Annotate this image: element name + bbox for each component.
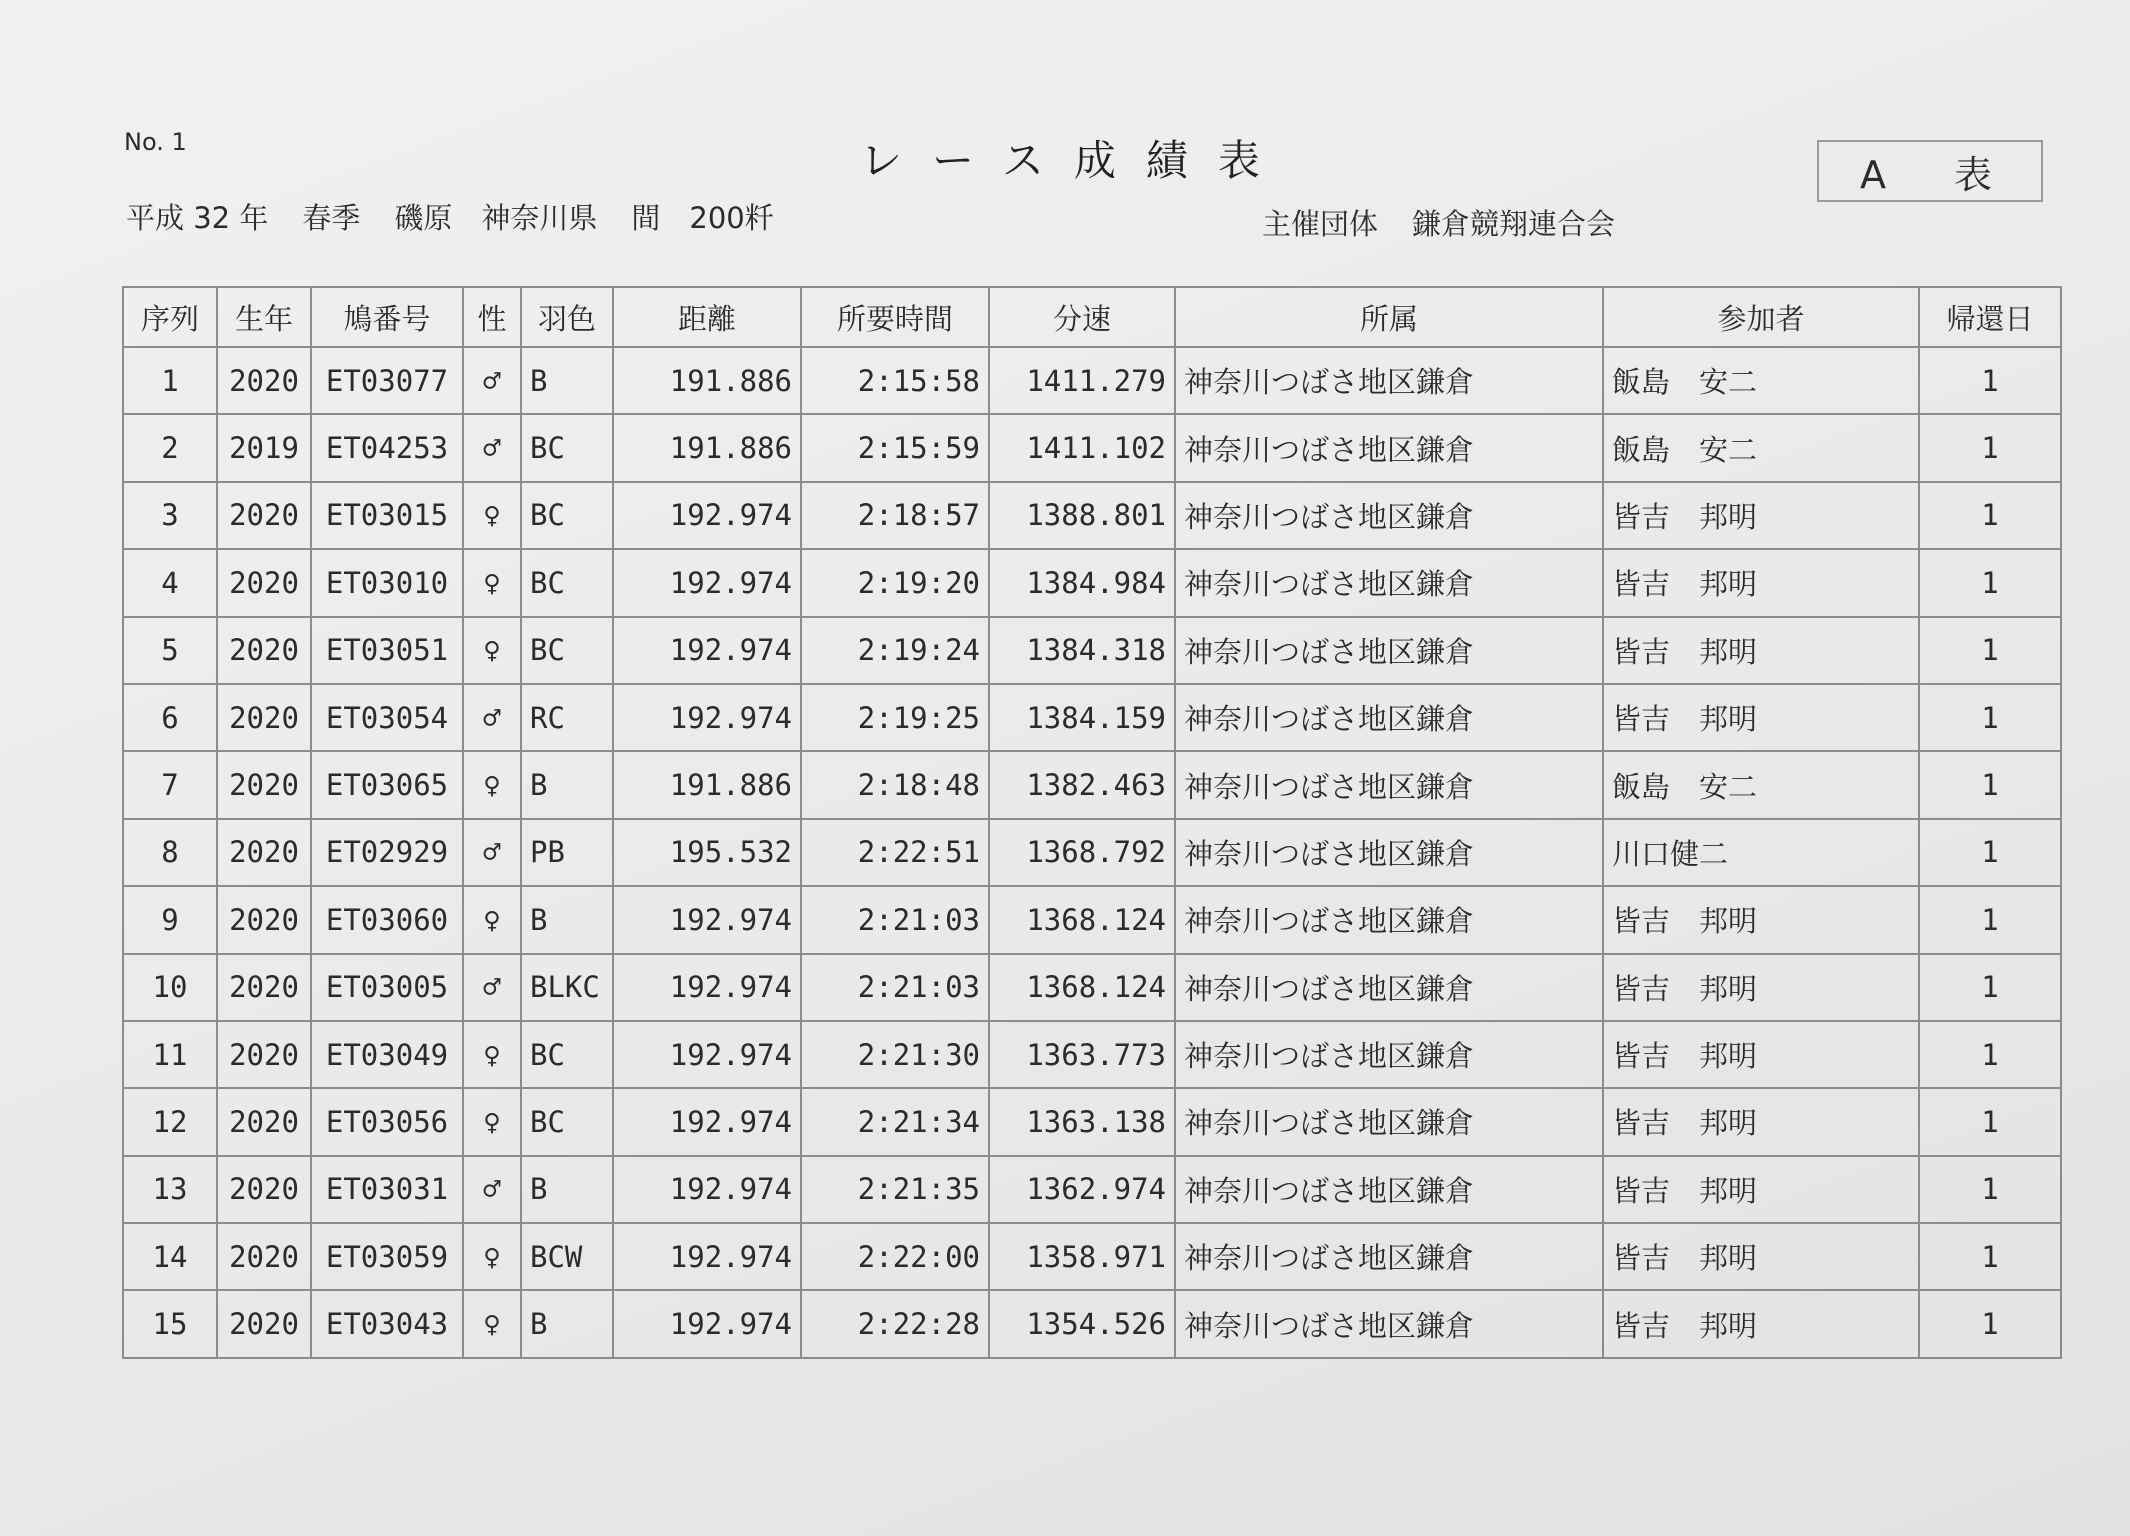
- organizer-label: 主催団体: [1262, 207, 1379, 241]
- cell-rank: 5: [123, 617, 217, 684]
- cell-year: 2020: [217, 1223, 311, 1290]
- cell-ring-number: ET03010: [311, 549, 463, 616]
- cell-distance: 195.532: [613, 819, 801, 886]
- cell-ring-number: ET03049: [311, 1021, 463, 1088]
- cell-sex: ♂: [463, 954, 521, 1021]
- cell-color: B: [521, 1290, 613, 1357]
- cell-year: 2019: [217, 414, 311, 481]
- cell-ring-number: ET03077: [311, 347, 463, 414]
- cell-sex: ♂: [463, 819, 521, 886]
- cell-club: 神奈川つばさ地区鎌倉: [1175, 414, 1603, 481]
- table-row: [123, 347, 2061, 414]
- cell-club: 神奈川つばさ地区鎌倉: [1175, 1223, 1603, 1290]
- cell-speed: 1368.792: [989, 819, 1175, 886]
- cell-color: BCW: [521, 1223, 613, 1290]
- cell-owner: 皆吉 邦明: [1603, 954, 1919, 1021]
- cell-sex: ♀: [463, 751, 521, 818]
- col-header: 生年: [217, 287, 311, 347]
- cell-ring-number: ET02929: [311, 819, 463, 886]
- cell-color: BC: [521, 1021, 613, 1088]
- cell-ring-number: ET03015: [311, 482, 463, 549]
- cell-speed: 1368.124: [989, 954, 1175, 1021]
- cell-time: 2:22:51: [801, 819, 989, 886]
- table-row: [123, 1156, 2061, 1223]
- cell-distance: 192.974: [613, 1021, 801, 1088]
- cell-return-day: 1: [1919, 751, 2061, 818]
- cell-year: 2020: [217, 954, 311, 1021]
- cell-time: 2:15:59: [801, 414, 989, 481]
- header-row: [123, 287, 2061, 347]
- cell-color: B: [521, 347, 613, 414]
- cell-ring-number: ET03043: [311, 1290, 463, 1357]
- cell-owner: 皆吉 邦明: [1603, 617, 1919, 684]
- cell-ring-number: ET03005: [311, 954, 463, 1021]
- cell-color: BC: [521, 1088, 613, 1155]
- cell-year: 2020: [217, 886, 311, 953]
- cell-rank: 1: [123, 347, 217, 414]
- table-row: [123, 1021, 2061, 1088]
- cell-rank: 4: [123, 549, 217, 616]
- cell-ring-number: ET03065: [311, 751, 463, 818]
- cell-rank: 2: [123, 414, 217, 481]
- table-row: [123, 886, 2061, 953]
- cell-year: 2020: [217, 1290, 311, 1357]
- table-row: [123, 482, 2061, 549]
- cell-time: 2:21:03: [801, 954, 989, 1021]
- table-row: [123, 414, 2061, 481]
- table-row: [123, 1223, 2061, 1290]
- location: 磯原 神奈川県: [394, 201, 598, 235]
- table-row: [123, 819, 2061, 886]
- table-row: [123, 954, 2061, 1021]
- cell-return-day: 1: [1919, 617, 2061, 684]
- col-header: 羽色: [521, 287, 613, 347]
- table-label-box: A 表: [1817, 140, 2043, 202]
- cell-distance: 192.974: [613, 684, 801, 751]
- cell-year: 2020: [217, 751, 311, 818]
- cell-speed: 1354.526: [989, 1290, 1175, 1357]
- cell-time: 2:22:28: [801, 1290, 989, 1357]
- cell-distance: 192.974: [613, 954, 801, 1021]
- cell-distance: 192.974: [613, 482, 801, 549]
- cell-speed: 1384.984: [989, 549, 1175, 616]
- cell-sex: ♀: [463, 886, 521, 953]
- cell-club: 神奈川つばさ地区鎌倉: [1175, 886, 1603, 953]
- cell-rank: 8: [123, 819, 217, 886]
- cell-color: BC: [521, 617, 613, 684]
- cell-speed: 1384.159: [989, 684, 1175, 751]
- cell-return-day: 1: [1919, 1021, 2061, 1088]
- cell-rank: 13: [123, 1156, 217, 1223]
- cell-club: 神奈川つばさ地区鎌倉: [1175, 684, 1603, 751]
- cell-sex: ♂: [463, 414, 521, 481]
- cell-owner: 皆吉 邦明: [1603, 549, 1919, 616]
- cell-distance: 192.974: [613, 549, 801, 616]
- cell-color: BLKC: [521, 954, 613, 1021]
- cell-owner: 皆吉 邦明: [1603, 886, 1919, 953]
- cell-year: 2020: [217, 482, 311, 549]
- cell-club: 神奈川つばさ地区鎌倉: [1175, 1021, 1603, 1088]
- cell-color: BC: [521, 482, 613, 549]
- cell-color: B: [521, 751, 613, 818]
- table-row: [123, 549, 2061, 616]
- cell-year: 2020: [217, 1088, 311, 1155]
- results-table: [122, 286, 2062, 1359]
- cell-return-day: 1: [1919, 347, 2061, 414]
- cell-color: BC: [521, 549, 613, 616]
- cell-owner: 皆吉 邦明: [1603, 1290, 1919, 1357]
- cell-time: 2:19:25: [801, 684, 989, 751]
- cell-club: 神奈川つばさ地区鎌倉: [1175, 751, 1603, 818]
- organizer: [1262, 202, 1615, 243]
- cell-time: 2:18:57: [801, 482, 989, 549]
- cell-rank: 7: [123, 751, 217, 818]
- col-header: 帰還日: [1919, 287, 2061, 347]
- cell-time: 2:22:00: [801, 1223, 989, 1290]
- cell-color: B: [521, 1156, 613, 1223]
- cell-distance: 192.974: [613, 1088, 801, 1155]
- cell-sex: ♀: [463, 549, 521, 616]
- cell-owner: 皆吉 邦明: [1603, 1088, 1919, 1155]
- cell-distance: 192.974: [613, 1223, 801, 1290]
- cell-ring-number: ET03031: [311, 1156, 463, 1223]
- cell-return-day: 1: [1919, 482, 2061, 549]
- cell-return-day: 1: [1919, 684, 2061, 751]
- cell-sex: ♀: [463, 482, 521, 549]
- distance-label: 間 200粁: [631, 201, 774, 235]
- cell-speed: 1382.463: [989, 751, 1175, 818]
- cell-ring-number: ET03059: [311, 1223, 463, 1290]
- cell-owner: 飯島 安二: [1603, 414, 1919, 481]
- cell-club: 神奈川つばさ地区鎌倉: [1175, 1290, 1603, 1357]
- cell-color: BC: [521, 414, 613, 481]
- cell-owner: 皆吉 邦明: [1603, 1223, 1919, 1290]
- col-header: 序列: [123, 287, 217, 347]
- cell-color: RC: [521, 684, 613, 751]
- cell-club: 神奈川つばさ地区鎌倉: [1175, 482, 1603, 549]
- cell-time: 2:18:48: [801, 751, 989, 818]
- cell-return-day: 1: [1919, 414, 2061, 481]
- era-year: 平成 32 年: [126, 201, 269, 235]
- col-header: 性: [463, 287, 521, 347]
- col-header: 分速: [989, 287, 1175, 347]
- cell-distance: 191.886: [613, 751, 801, 818]
- cell-time: 2:21:30: [801, 1021, 989, 1088]
- cell-distance: 192.974: [613, 617, 801, 684]
- cell-year: 2020: [217, 549, 311, 616]
- cell-owner: 飯島 安二: [1603, 751, 1919, 818]
- cell-color: PB: [521, 819, 613, 886]
- cell-time: 2:19:24: [801, 617, 989, 684]
- cell-ring-number: ET03060: [311, 886, 463, 953]
- table-row: [123, 617, 2061, 684]
- cell-owner: 川口健二: [1603, 819, 1919, 886]
- cell-year: 2020: [217, 684, 311, 751]
- cell-owner: 飯島 安二: [1603, 347, 1919, 414]
- cell-time: 2:21:34: [801, 1088, 989, 1155]
- cell-club: 神奈川つばさ地区鎌倉: [1175, 1156, 1603, 1223]
- cell-speed: 1411.279: [989, 347, 1175, 414]
- cell-speed: 1384.318: [989, 617, 1175, 684]
- cell-sex: ♀: [463, 1088, 521, 1155]
- cell-club: 神奈川つばさ地区鎌倉: [1175, 347, 1603, 414]
- cell-year: 2020: [217, 617, 311, 684]
- col-header: 所要時間: [801, 287, 989, 347]
- cell-rank: 9: [123, 886, 217, 953]
- cell-year: 2020: [217, 1021, 311, 1088]
- cell-return-day: 1: [1919, 549, 2061, 616]
- cell-club: 神奈川つばさ地区鎌倉: [1175, 819, 1603, 886]
- race-info: [126, 196, 774, 237]
- cell-rank: 12: [123, 1088, 217, 1155]
- document-title: レース成績表: [860, 136, 1290, 185]
- cell-sex: ♂: [463, 1156, 521, 1223]
- cell-rank: 10: [123, 954, 217, 1021]
- cell-ring-number: ET03054: [311, 684, 463, 751]
- cell-time: 2:15:58: [801, 347, 989, 414]
- cell-owner: 皆吉 邦明: [1603, 1156, 1919, 1223]
- organizer-name: 鎌倉競翔連合会: [1412, 207, 1616, 241]
- cell-club: 神奈川つばさ地区鎌倉: [1175, 1088, 1603, 1155]
- cell-ring-number: ET04253: [311, 414, 463, 481]
- cell-speed: 1368.124: [989, 886, 1175, 953]
- cell-rank: 6: [123, 684, 217, 751]
- table-row: [123, 1290, 2061, 1357]
- cell-year: 2020: [217, 819, 311, 886]
- cell-rank: 14: [123, 1223, 217, 1290]
- table-row: [123, 751, 2061, 818]
- table-row: [123, 1088, 2061, 1155]
- cell-speed: 1363.138: [989, 1088, 1175, 1155]
- cell-owner: 皆吉 邦明: [1603, 482, 1919, 549]
- cell-time: 2:21:35: [801, 1156, 989, 1223]
- cell-club: 神奈川つばさ地区鎌倉: [1175, 617, 1603, 684]
- cell-return-day: 1: [1919, 1290, 2061, 1357]
- cell-time: 2:21:03: [801, 886, 989, 953]
- cell-rank: 3: [123, 482, 217, 549]
- cell-sex: ♀: [463, 1290, 521, 1357]
- cell-sex: ♀: [463, 1223, 521, 1290]
- cell-return-day: 1: [1919, 886, 2061, 953]
- cell-time: 2:19:20: [801, 549, 989, 616]
- cell-sex: ♀: [463, 1021, 521, 1088]
- cell-year: 2020: [217, 347, 311, 414]
- cell-sex: ♀: [463, 617, 521, 684]
- cell-return-day: 1: [1919, 819, 2061, 886]
- cell-speed: 1358.971: [989, 1223, 1175, 1290]
- cell-distance: 192.974: [613, 1156, 801, 1223]
- cell-return-day: 1: [1919, 1088, 2061, 1155]
- col-header: 所属: [1175, 287, 1603, 347]
- cell-year: 2020: [217, 1156, 311, 1223]
- cell-speed: 1388.801: [989, 482, 1175, 549]
- cell-speed: 1362.974: [989, 1156, 1175, 1223]
- season: 春季: [302, 201, 361, 235]
- cell-owner: 皆吉 邦明: [1603, 684, 1919, 751]
- col-header: 鳩番号: [311, 287, 463, 347]
- sheet-number: No. 1: [124, 128, 187, 156]
- cell-color: B: [521, 886, 613, 953]
- cell-ring-number: ET03056: [311, 1088, 463, 1155]
- cell-rank: 15: [123, 1290, 217, 1357]
- cell-club: 神奈川つばさ地区鎌倉: [1175, 549, 1603, 616]
- cell-sex: ♂: [463, 347, 521, 414]
- cell-club: 神奈川つばさ地区鎌倉: [1175, 954, 1603, 1021]
- cell-sex: ♂: [463, 684, 521, 751]
- cell-return-day: 1: [1919, 1156, 2061, 1223]
- cell-rank: 11: [123, 1021, 217, 1088]
- cell-ring-number: ET03051: [311, 617, 463, 684]
- cell-distance: 192.974: [613, 1290, 801, 1357]
- cell-owner: 皆吉 邦明: [1603, 1021, 1919, 1088]
- cell-return-day: 1: [1919, 1223, 2061, 1290]
- cell-speed: 1411.102: [989, 414, 1175, 481]
- col-header: 参加者: [1603, 287, 1919, 347]
- table-row: [123, 684, 2061, 751]
- cell-speed: 1363.773: [989, 1021, 1175, 1088]
- cell-distance: 192.974: [613, 886, 801, 953]
- cell-distance: 191.886: [613, 414, 801, 481]
- cell-distance: 191.886: [613, 347, 801, 414]
- col-header: 距離: [613, 287, 801, 347]
- cell-return-day: 1: [1919, 954, 2061, 1021]
